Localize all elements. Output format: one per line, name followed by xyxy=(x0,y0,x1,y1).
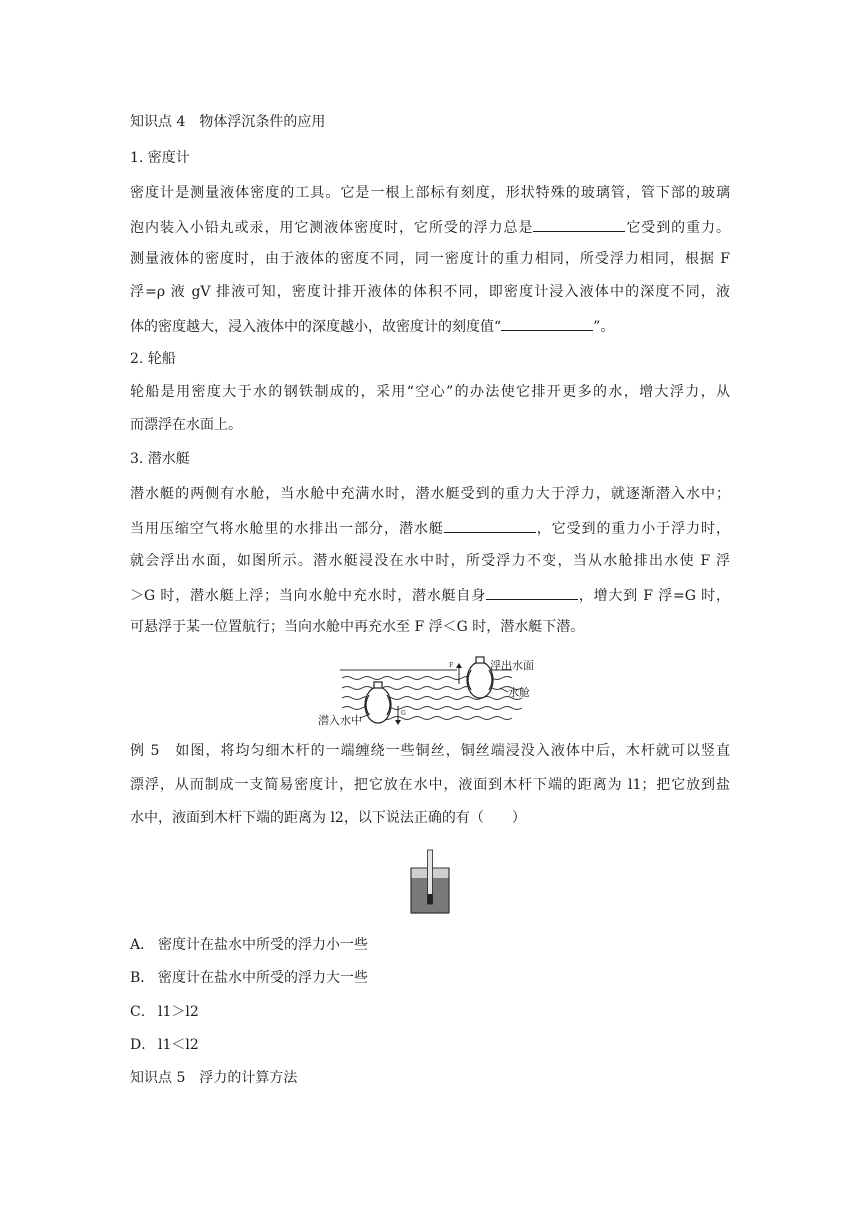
item-1-line-5: 体的密度越大，浸入液体中的深度越小，故密度计的刻度值“ ”。 xyxy=(130,315,730,337)
label-tank: 水舱 xyxy=(508,686,530,699)
example-5-line-2: 漂浮，从而制成一支简易密度计，把它放在水中，液面到木杆下端的距离为 l1；把它放到盐 xyxy=(130,777,730,793)
option-c[interactable]: C． l1＞l2 xyxy=(130,1004,199,1020)
item-1-line-2: 泡内装入小铅丸或汞，用它测液体密度时，它所受的浮力总是 它受到的重力。 xyxy=(130,216,730,238)
item-2-line-1: 轮船是用密度大于水的钢铁制成的，采用“空心”的办法使它排开更多的水，增大浮力，从 xyxy=(130,384,730,400)
arrow-up-label: F xyxy=(449,662,454,669)
label-dive: 潜入水中 xyxy=(318,714,362,727)
answer-blank-3[interactable] xyxy=(444,517,536,533)
item-3-line-4: ＞G 时，潜水艇上浮；当向水舱中充水时，潜水艇自身 ，增大到 F 浮=G 时， xyxy=(130,584,730,606)
item-3-line-5: 可悬浮于某一位置航行；当向水舱中再充水至 F 浮＜G 时，潜水艇下潜。 xyxy=(130,619,585,635)
option-b[interactable]: B． 密度计在盐水中所受的浮力大一些 xyxy=(130,970,368,986)
label-surface: 浮出水面 xyxy=(490,659,534,672)
answer-blank-4[interactable] xyxy=(486,584,578,600)
example-5-line-3: 水中，液面到木杆下端的距离为 l2，以下说法正确的有（ ） xyxy=(130,810,526,826)
answer-blank-2[interactable] xyxy=(501,315,593,331)
example-5-line-1: 例 5 如图，将均匀细木杆的一端缠绕一些铜丝，铜丝端浸没入液体中后，木杆就可以竖直 xyxy=(130,743,730,759)
item-3-line-1: 潜水艇的两侧有水舱，当水舱中充满水时，潜水艇受到的重力大于浮力，就逐渐潜入水中； xyxy=(130,486,730,502)
item-3-heading: 3. 潜水艇 xyxy=(130,451,190,467)
item-3-line-2: 当用压缩空气将水舱里的水排出一部分，潜水艇 ，它受到的重力小于浮力时， xyxy=(130,517,730,539)
item-3-line-3: 就会浮出水面，如图所示。潜水艇浸没在水中时，所受浮力不变，当从水舱排出水使 F 浮 xyxy=(130,553,730,569)
submarine-figure xyxy=(312,654,544,730)
item-2-heading: 2. 轮船 xyxy=(130,351,176,367)
section-5-heading: 知识点 5 浮力的计算方法 xyxy=(130,1070,298,1086)
item-1-heading: 1. 密度计 xyxy=(130,150,190,166)
arrow-down-label: G xyxy=(401,710,406,717)
item-1-line-4: 浮=ρ 液 gV 排液可知，密度计排开液体的体积不同，即密度计浸入液体中的深度不同，液 xyxy=(130,284,730,300)
item-2-line-2: 而漂浮在水面上。 xyxy=(130,417,242,433)
section-4-heading: 知识点 4 物体浮沉条件的应用 xyxy=(130,114,326,130)
option-a[interactable]: A． 密度计在盐水中所受的浮力小一些 xyxy=(130,937,368,953)
item-1-line-1: 密度计是测量液体密度的工具。它是一根上部标有刻度，形状特殊的玻璃管，管下部的玻璃 xyxy=(130,185,730,201)
option-d[interactable]: D． l1＜l2 xyxy=(130,1037,199,1053)
item-1-line-3: 测量液体的密度时，由于液体的密度不同，同一密度计的重力相同，所受浮力相同，根据 F xyxy=(130,251,730,267)
answer-blank-1[interactable] xyxy=(533,216,625,232)
beaker-figure xyxy=(405,846,455,916)
